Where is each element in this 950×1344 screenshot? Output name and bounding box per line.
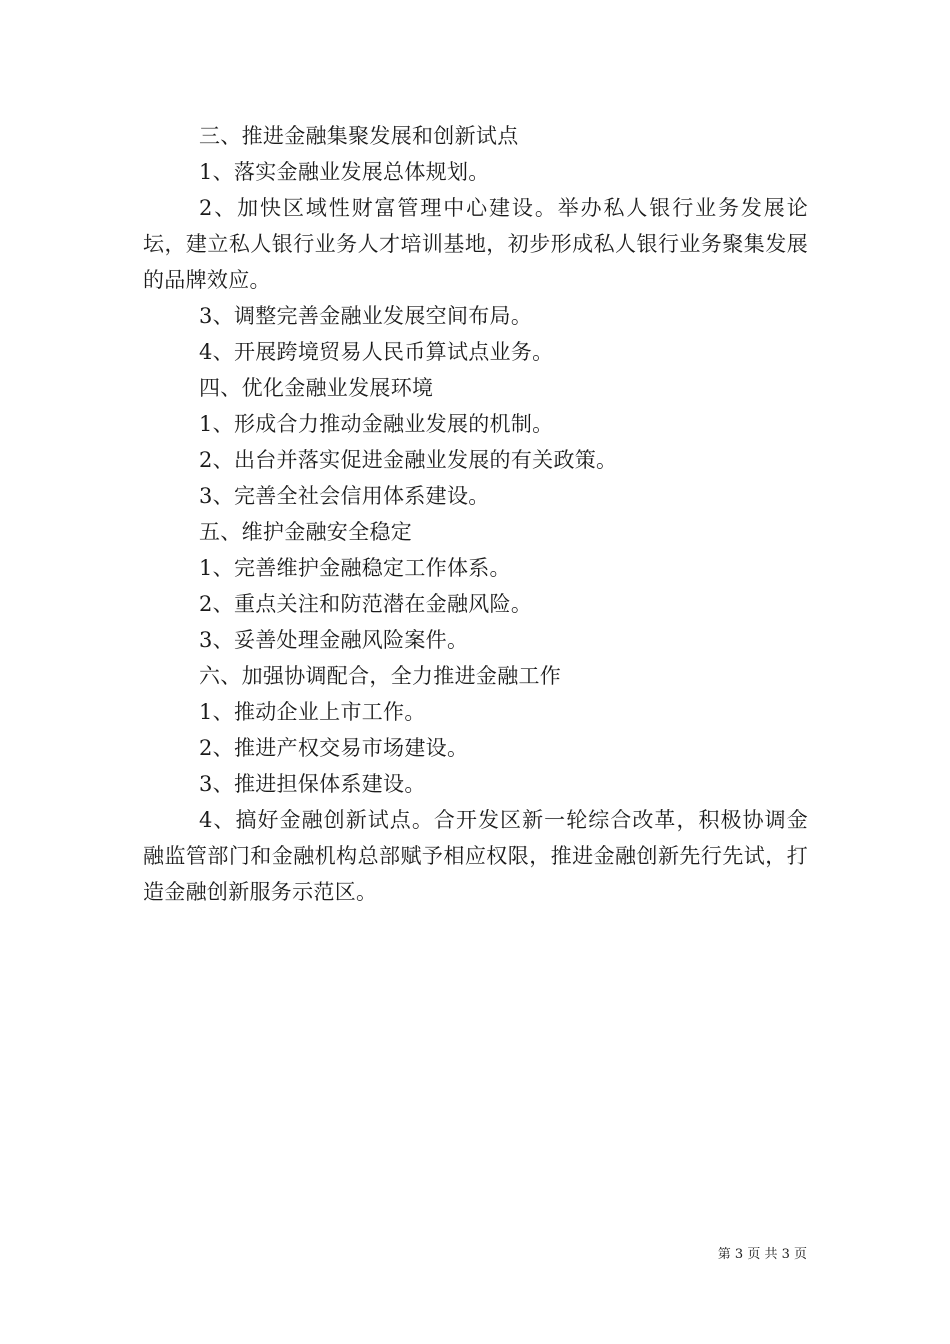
heading-section-4: 四、优化金融业发展环境: [199, 376, 434, 400]
list-item: 2、加快区域性财富管理中心建设。举办私人银行业务发展论坛，建立私人银行业务人才培训基地，初步形成私人银行业务聚集发展的品牌效应。: [143, 196, 808, 292]
list-item: 3、调整完善金融业发展空间布局。: [199, 304, 533, 328]
list-item: 3、推进担保体系建设。: [199, 772, 426, 796]
list-item: 1、落实金融业发展总体规划。: [199, 160, 490, 184]
list-item: 3、完善全社会信用体系建设。: [199, 484, 490, 508]
list-item: 4、开展跨境贸易人民币算试点业务。: [199, 340, 554, 364]
heading-section-3: 三、推进金融集聚发展和创新试点: [199, 124, 519, 148]
list-item: 1、推动企业上市工作。: [199, 700, 426, 724]
list-item: 1、完善维护金融稳定工作体系。: [199, 556, 511, 580]
list-item: 4、搞好金融创新试点。合开发区新一轮综合改革，积极协调金融监管部门和金融机构总部赋予相应权限，推进金融创新先行先试，打造金融创新服务示范区。: [143, 808, 808, 904]
list-item: 3、妥善处理金融风险案件。: [199, 628, 469, 652]
list-item: 2、出台并落实促进金融业发展的有关政策。: [199, 448, 618, 472]
heading-section-6: 六、加强协调配合，全力推进金融工作: [199, 664, 562, 688]
list-item: 2、推进产权交易市场建设。: [199, 736, 469, 760]
heading-section-5: 五、维护金融安全稳定: [199, 520, 412, 544]
document-body: [143, 118, 808, 910]
list-item: 2、重点关注和防范潜在金融风险。: [199, 592, 533, 616]
page-number-footer: 第 3 页 共 3 页: [717, 1247, 807, 1262]
list-item: 1、形成合力推动金融业发展的机制。: [199, 412, 554, 436]
